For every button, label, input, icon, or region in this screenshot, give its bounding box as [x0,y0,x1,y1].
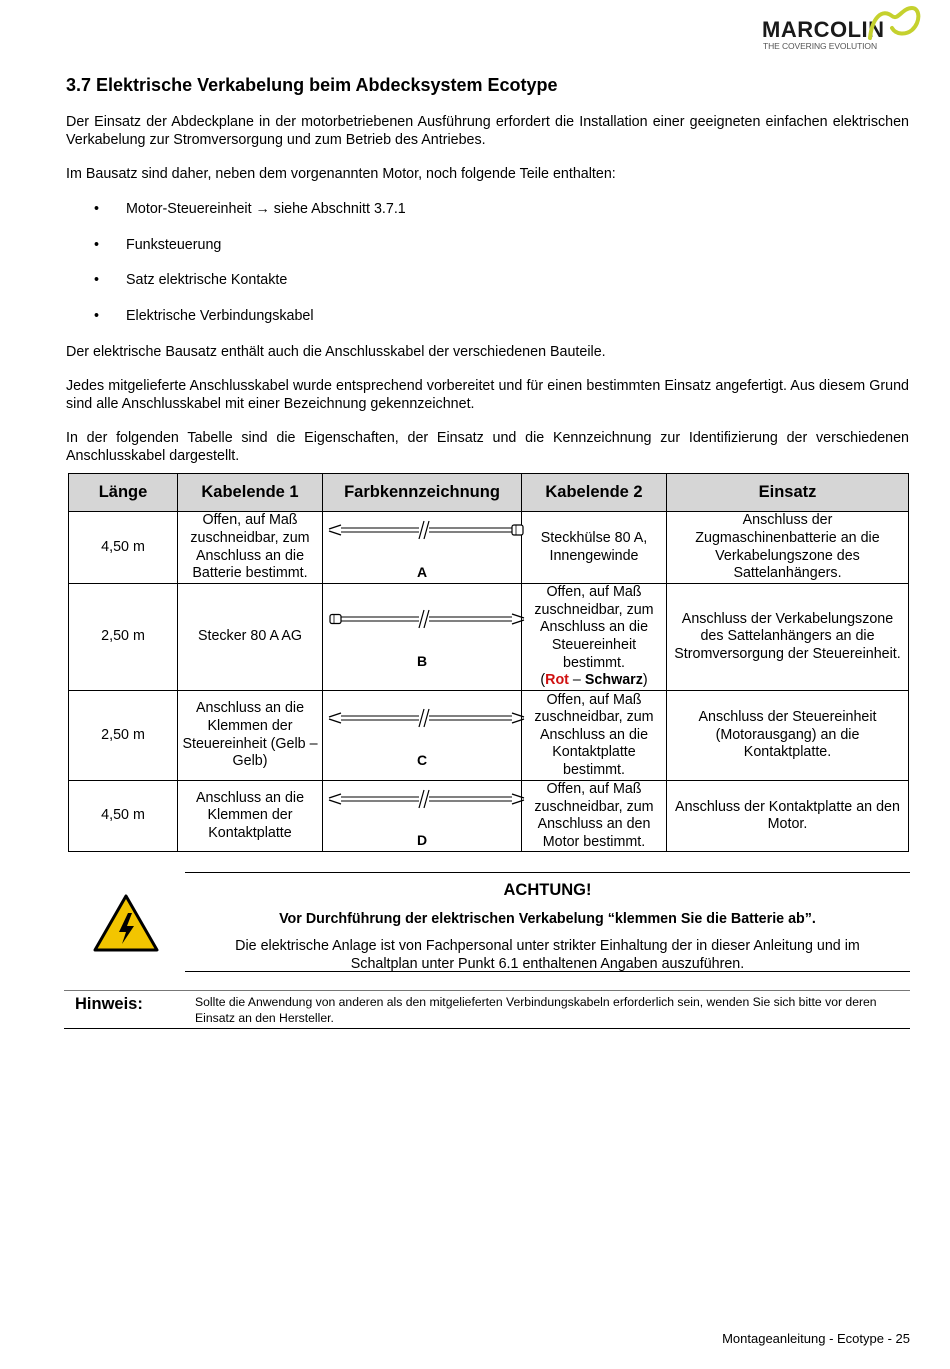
list-item-text: Funksteuerung [126,236,222,253]
cell-cable-diagram [323,584,522,691]
table-intro-paragraph: In der folgenden Tabelle sind die Eigenschaften, der Einsatz und die Kennzeichnung zur Identifizierung der verschiedenen Anschlusskabel dargestellt. [66,430,909,464]
cable-c-icon [327,702,526,738]
company-logo [762,4,922,50]
cable-code: A [416,563,428,580]
note-bottom-rule [64,1028,910,1029]
kit-cables-paragraph: Der elektrische Bausatz enthält auch die Anschlusskabel der verschiedenen Bauteile. [66,344,606,360]
cable-table [68,473,909,852]
table-row [69,512,909,584]
cell-usage: Anschluss der Kontaktplatte an den Motor. [667,781,909,852]
logo-wordmark: MARCOLIN [762,17,885,42]
cell-usage: Anschluss der Steuereinheit (Motorausgang) an die Kontaktplatte. [667,691,909,781]
header-color-code: Farbkennzeichnung [323,474,522,512]
header-end2: Kabelende 2 [522,474,667,512]
kit-intro-paragraph: Im Bausatz sind daher, neben dem vorgenannten Motor, noch folgende Teile enthalten: [66,166,616,182]
note-text: Sollte die Anwendung von anderen als den mitgelieferten Verbindungskabeln erforderlich sein, wenden Sie sich bitte vor deren Einsatz an den Hersteller. [195,995,877,1025]
cable-d-icon [327,783,526,819]
note-top-rule [64,990,910,991]
warning-bottom-rule [185,971,910,972]
section-title: 3.7 Elektrische Verkabelung beim Abdecksystem Ecotype [66,75,558,95]
cable-a-icon [327,514,526,550]
header-length: Länge [69,474,178,512]
table-row [69,691,909,781]
bullet-icon: • [94,201,100,217]
cell-end1: Anschluss an die Klemmen der Kontaktplatte [178,781,323,852]
cell-usage: Anschluss der Zugmaschinenbatterie an die Verkabelungszone des Sattelanhängers. [667,512,909,584]
list-item-text: Motor-Steuereinheit → siehe Abschnitt 3.7.1 [126,201,406,217]
cell-end2: Offen, auf Maß zuschneidbar, zum Anschluss an den Motor bestimmt. [522,781,667,852]
list-item [66,307,406,325]
cell-cable-diagram [323,691,522,781]
cell-end2-text: Offen, auf Maß zuschneidbar, zum Anschluss an die Steuereinheit bestimmt. [534,584,654,671]
header-usage: Einsatz [667,474,909,512]
cable-code: B [416,653,428,669]
cell-end2 [522,584,667,691]
cell-end2: Offen, auf Maß zuschneidbar, zum Anschluss an die Kontaktplatte bestimmt. [522,691,667,781]
warning-strong-text: Vor Durchführung der elektrischen Verkabelung “klemmen Sie die Batterie ab”. [279,911,816,927]
cell-end1: Stecker 80 A AG [178,584,323,691]
high-voltage-warning-icon [92,893,160,953]
wire-colors [540,672,647,688]
list-item [66,200,406,218]
bullet-icon: • [94,236,100,253]
bullet-icon: • [94,272,100,288]
cell-end1: Anschluss an die Klemmen der Steuereinheit (Gelb – Gelb) [178,691,323,781]
table-header-row [69,474,909,512]
warning-title: ACHTUNG! [503,881,592,899]
warning-text: Die elektrische Anlage ist von Fachpersonal unter strikter Einhaltung der in dieser Anleitung und im Schaltplan unter Punkt 6.1 enthaltenen Angaben auszuführen. [235,938,860,972]
wire-color-dash: – [568,672,585,689]
cell-length: 4,50 m [69,512,178,584]
warning-top-rule [185,872,910,873]
intro-paragraph: Der Einsatz der Abdeckplane in der motorbetriebenen Ausführung erfordert die Installation einer geeigneten einfachen elektrischen Verkabelung zur Stromversorgung und zum Betrieb des Antriebes. [66,114,909,148]
note-label: Hinweis: [75,995,143,1013]
paren-open: ( [540,672,546,689]
header-end1: Kabelende 1 [178,474,323,512]
bullet-icon: • [94,307,100,324]
list-item [66,236,406,254]
logo-swirl-icon [866,4,922,44]
cell-usage: Anschluss der Verkabelungszone des Sattelanhängers an die Stromversorgung der Steuereinheit. [667,584,909,691]
cell-length: 2,50 m [69,584,178,691]
paren-close: ) [642,672,648,689]
wire-color-red: Rot [545,672,569,689]
logo-tagline: THE COVERING EVOLUTION [763,41,877,51]
kit-parts-list [66,200,406,342]
cable-b-icon [327,603,526,639]
cable-code: C [416,751,428,768]
cell-cable-diagram [323,781,522,852]
cell-end2: Steckhülse 80 A, Innengewinde [522,512,667,584]
page-footer: Montageanleitung - Ecotype - 25 [722,1331,910,1346]
table-row [69,584,909,691]
cable-labels-paragraph: Jedes mitgelieferte Anschlusskabel wurde entsprechend vorbereitet und für einen bestimmten Einsatz angefertigt. Aus diesem Grund sind alle Anschlusskabel mit einer Bezeichnung gekennzeichnet. [66,378,909,412]
cell-end1: Offen, auf Maß zuschneidbar, zum Anschluss an die Batterie bestimmt. [178,512,323,584]
table-row [69,781,909,852]
cell-length: 2,50 m [69,691,178,781]
list-item [66,271,406,289]
cable-code: D [416,832,428,849]
list-item-text: Satz elektrische Kontakte [126,272,288,288]
wire-color-black: Schwarz [584,672,643,689]
cell-length: 4,50 m [69,781,178,852]
list-item-text: Elektrische Verbindungskabel [126,307,314,324]
cell-cable-diagram [323,512,522,584]
